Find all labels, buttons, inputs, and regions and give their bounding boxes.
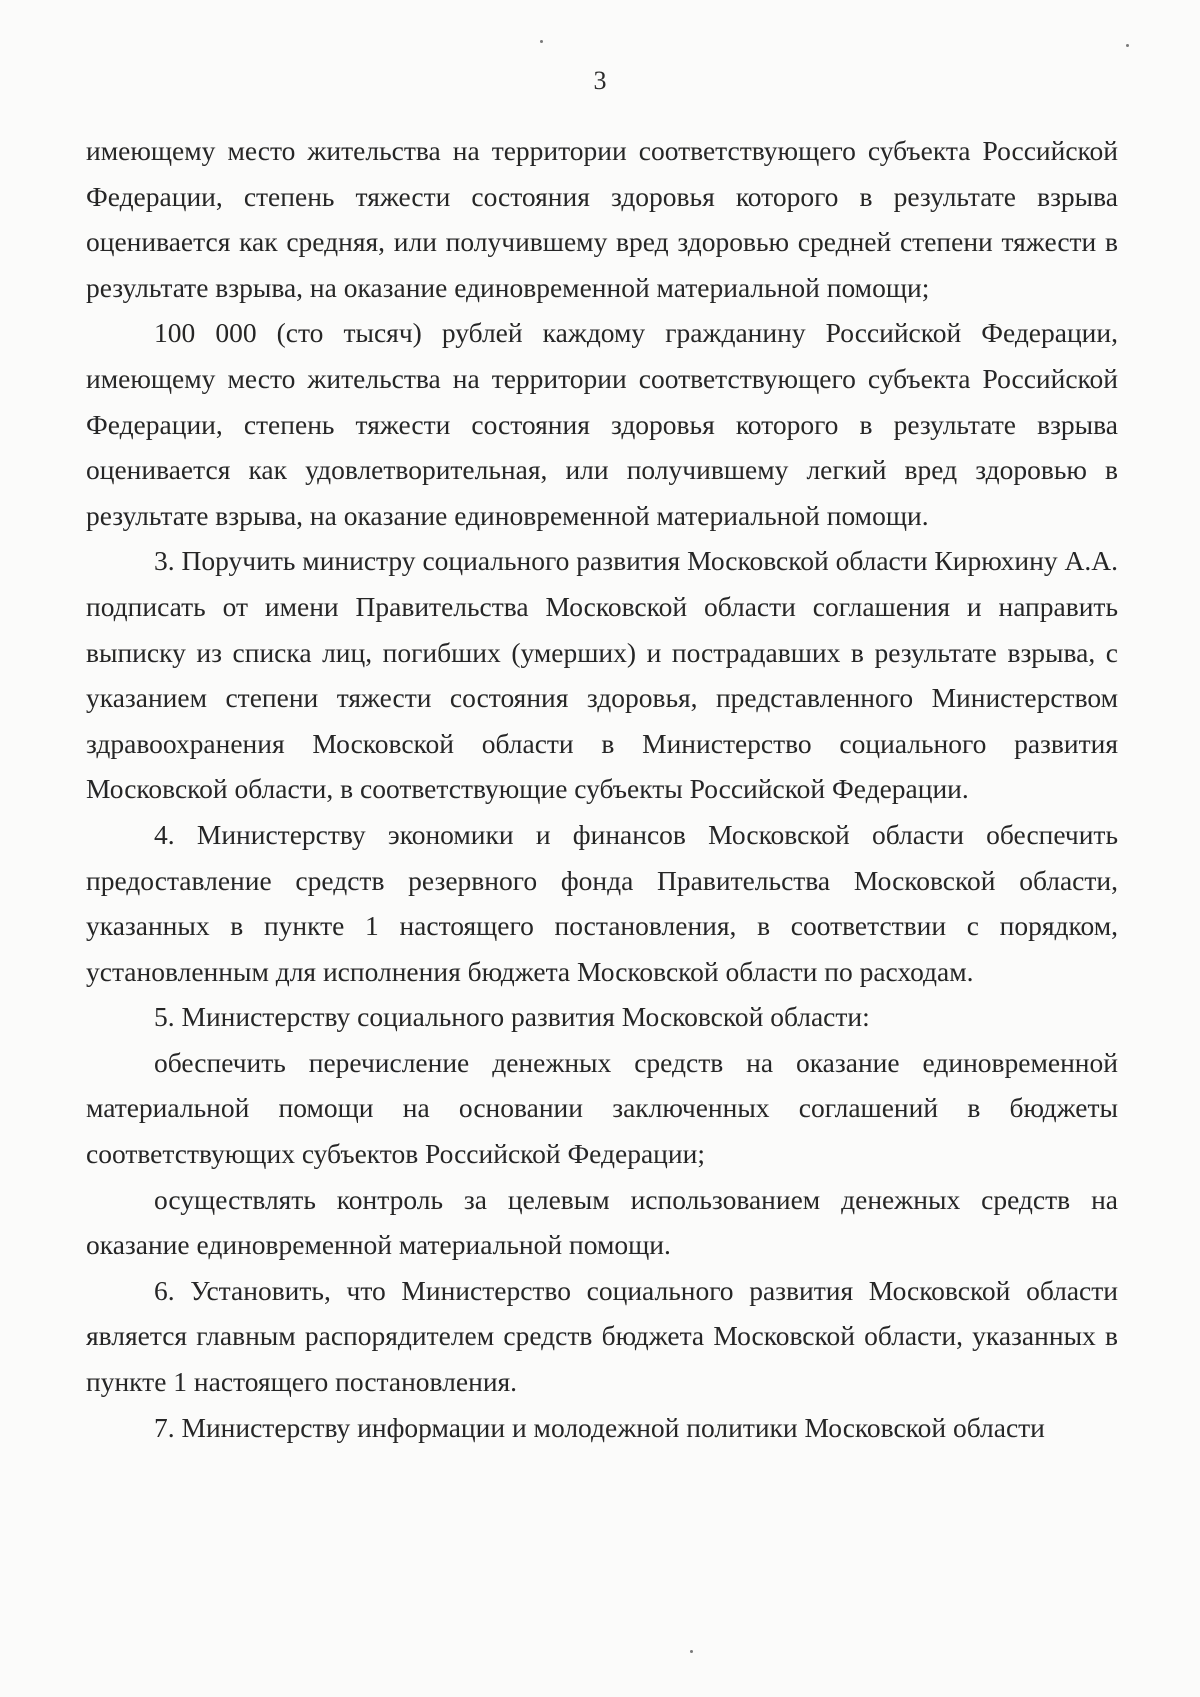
paragraph-item-6: 6. Установить, что Министерство социального развития Московской области является главным распорядителем средств бюджета Московской области, указанных в пункте 1 настоящего постановления. xyxy=(86,1274,1118,1398)
paragraph-item-5: 5. Министерству социального развития Московской области: xyxy=(154,1001,870,1033)
page-number: 3 xyxy=(593,66,607,95)
document-body xyxy=(86,128,1118,1450)
paragraph-payment-100000: 100 000 (сто тысяч) рублей каждому гражданину Российской Федерации, имеющему место жительства на территории соответствующего субъекта Российской Федерации, степень тяжести состояния здоровья которого в результате взрыва оценивается как удовлетворительная, или получившему легкий вред здоровью в результате взрыва, на оказание единовременной материальной помощи. xyxy=(86,317,1118,531)
scan-speck xyxy=(540,40,543,43)
paragraph-item-7: 7. Министерству информации и молодежной политики Московской области xyxy=(154,1411,1045,1443)
paragraph-item-5-transfer: обеспечить перечисление денежных средств на оказание единовременной материальной помощи на основании заключенных соглашений в бюджеты соответствующих субъектов Российской Федерации; xyxy=(86,1046,1118,1170)
paragraph-item-3: 3. Поручить министру социального развития Московской области Кирюхину А.А. подписать от имени Правительства Московской области соглашения и направить выписку из списка лиц, погибших (умерших) и пострадавших в результате взрыва, с указанием степени тяжести состояния здоровья, представленного Министерством здравоохранения Московской области в Министерство социального развития Московской области, в соответствующие субъекты Российской Федерации. xyxy=(86,545,1118,805)
paragraph-continuation: имеющему место жительства на территории соответствующего субъекта Российской Федерации, степень тяжести состояния здоровья которого в результате взрыва оценивается как средняя, или получившему вред здоровью средней степени тяжести в результате взрыва, на оказание единовременной материальной помощи; xyxy=(86,135,1118,303)
paragraph-item-4: 4. Министерству экономики и финансов Московской области обеспечить предоставление средств резервного фонда Правительства Московской области, указанных в пункте 1 настоящего постановления, в соответствии с порядком, установленным для исполнения бюджета Московской области по расходам. xyxy=(86,818,1118,987)
scan-speck xyxy=(1126,44,1129,47)
scan-speck xyxy=(690,1650,693,1653)
paragraph-item-5-control: осуществлять контроль за целевым использованием денежных средств на оказание единовременной материальной помощи. xyxy=(86,1183,1118,1261)
